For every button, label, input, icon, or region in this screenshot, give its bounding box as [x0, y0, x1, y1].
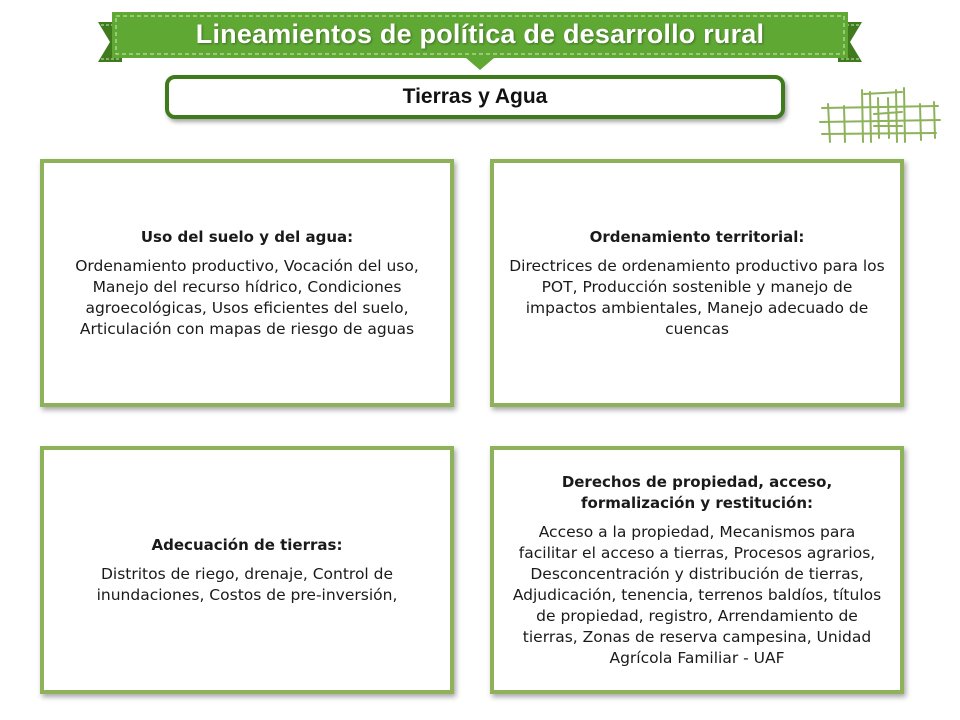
card-derechos-propiedad	[490, 446, 904, 694]
card-heading: Ordenamiento territorial:	[589, 227, 805, 246]
card-heading: Adecuación de tierras:	[151, 535, 343, 554]
card-body: Directrices de ordenamiento productivo para los POT, Producción sostenible y manejo de impactos ambientales, Manejo adecuado de cuencas	[509, 256, 885, 338]
section-subtitle: Tierras y Agua	[165, 75, 785, 119]
card-adecuacion-tierras	[40, 446, 454, 694]
card-heading: Uso del suelo y del agua:	[140, 227, 354, 246]
card-body: Ordenamiento productivo, Vocación del uso, Manejo del recurso hídrico, Condiciones agroecológicas, Usos eficientes del suelo, Articulación con mapas de riesgo de aguas	[75, 256, 419, 338]
card-body: Distritos de riego, drenaje, Control de inundaciones, Costos de pre-inversión,	[96, 564, 398, 604]
fence-sketch-icon	[818, 86, 942, 146]
card-heading: Derechos de propiedad, acceso, formalización y restitución:	[561, 472, 833, 512]
title-banner	[0, 0, 960, 80]
card-body: Acceso a la propiedad, Mecanismos para facilitar el acceso a tierras, Procesos agrarios, Desconcentración y distribución de tierras, Adjudicación, tenencia, terrenos baldíos, títulos de propiedad, registro, Arrendamiento de tierras, Zonas de reserva campesina, Unidad Agrícola Familiar - UAF	[512, 522, 882, 667]
card-uso-suelo-agua	[40, 159, 454, 407]
card-ordenamiento-territorial	[490, 159, 904, 407]
page-title: Lineamientos de política de desarrollo rural	[195, 18, 765, 49]
